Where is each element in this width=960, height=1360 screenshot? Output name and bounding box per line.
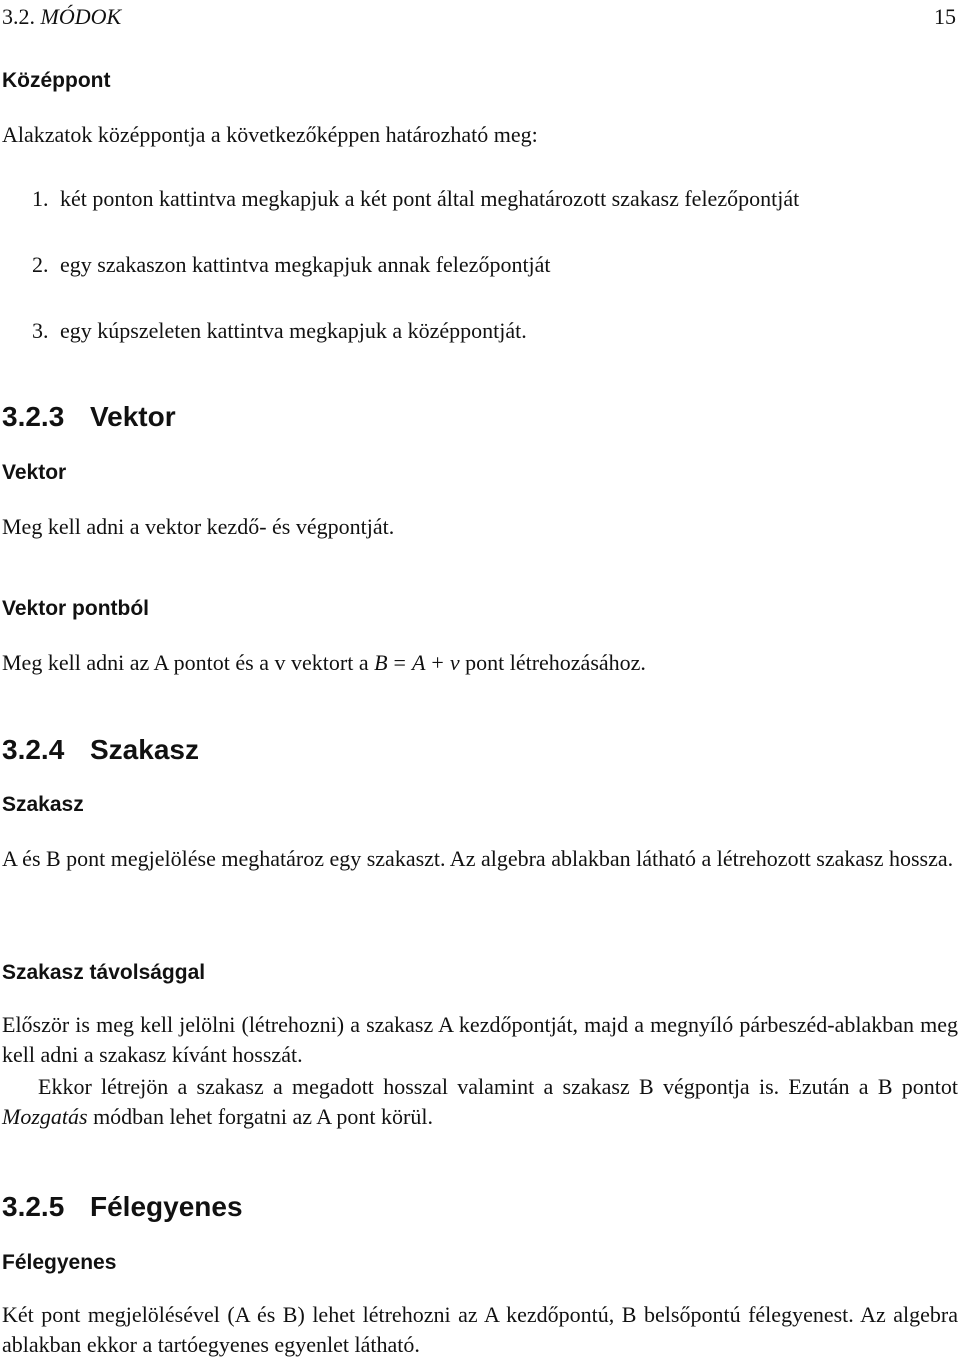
list-item-number: 2. [32,252,49,277]
subsection-title: Vektor [90,401,176,432]
felegyenes-title: Félegyenes [2,1251,117,1274]
para2-emphasis: Mozgatás [2,1104,88,1129]
kozeppont-intro: Alakzatok középpontja a következőképpen határozható meg: [2,122,538,147]
list-item [32,250,958,280]
formula [374,650,460,675]
formula-eq: = [393,650,406,675]
subsection-heading-felegyenes [2,1190,958,1224]
subsection-number: 3.2.5 [2,1191,65,1222]
list-item-text: egy szakaszon kattintva megkapjuk annak felezőpontját [60,252,551,277]
text-before-formula: Meg kell adni az A pontot és a v vektort a [2,650,369,675]
vektor-pontbol-text [2,648,958,678]
szakasz-text: A és B pont megjelölése meghatároz egy szakaszt. Az algebra ablakban látható a létrehozott szakasz hossza. [2,846,954,871]
list-item-number: 1. [32,186,49,211]
para2-after: módban lehet forgatni az A pont körül. [93,1104,433,1129]
header-section-number: 3.2. [2,4,35,29]
szakasz-tavolsaggal-para2 [2,1072,958,1132]
subsection-number: 3.2.4 [2,734,65,765]
formula-plus: + [431,650,444,675]
formula-a: A [411,650,426,675]
subsection-title: Szakasz [90,734,199,765]
subsection-number: 3.2.3 [2,401,65,432]
list-item [32,184,958,214]
formula-v: v [449,650,460,675]
list-item-number: 3. [32,318,49,343]
header-section-title: MÓDOK [40,4,122,29]
subsection-heading-vektor [2,400,958,434]
szakasz-tavolsaggal-para1: Először is meg kell jelölni (létrehozni) a szakasz A kezdőpontját, majd a megnyíló párbeszéd-ablakban meg kell adni a szakasz kívánt hosszát. [2,1012,958,1067]
page-number: 15 [934,4,956,29]
vektor-title: Vektor [2,461,67,484]
vektor-pontbol-title: Vektor pontból [2,597,149,620]
subsection-title: Félegyenes [90,1191,243,1222]
header-section [2,2,121,32]
szakasz-title: Szakasz [2,793,84,816]
list-item-text: két ponton kattintva megkapjuk a két pont által meghatározott szakasz felezőpontját [60,186,800,211]
list-item [32,316,958,346]
text-after-formula: pont létrehozásához. [465,650,646,675]
felegyenes-text: Két pont megjelölésével (A és B) lehet létrehozni az A kezdőpontú, B belsőpontú félegyenest. Az algebra ablakban ekkor a tartóegyenes egyenlet látható. [2,1302,958,1357]
list-item-text: egy kúpszeleten kattintva megkapjuk a középpontját. [60,318,527,343]
running-header [2,2,956,32]
kozeppont-title: Középpont [2,69,111,92]
para2-before: Ekkor létrejön a szakasz a megadott hosszal valamint a szakasz B végpontja is. Ezután a B pontot [38,1074,958,1099]
szakasz-tavolsaggal-title: Szakasz távolsággal [2,961,206,984]
formula-lhs: B [374,650,388,675]
subsection-heading-szakasz [2,733,958,767]
vektor-text: Meg kell adni a vektor kezdő- és végpontját. [2,514,395,539]
